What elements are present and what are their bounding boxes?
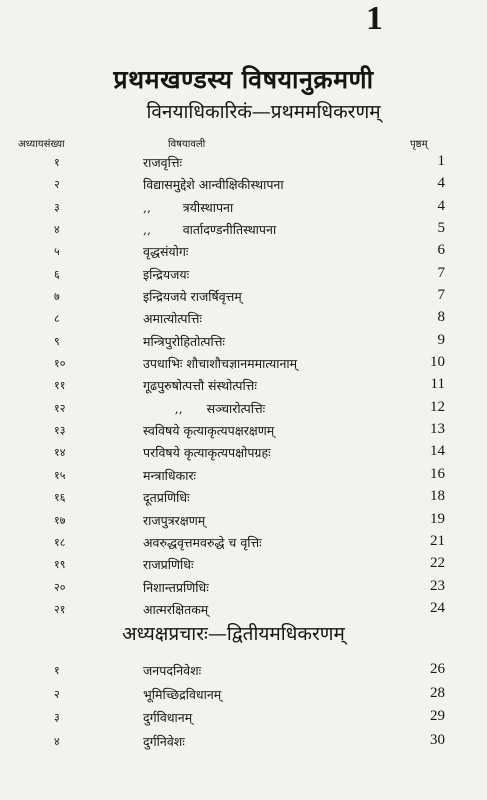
topic-label: निशान्तप्रणिधिः [143,579,209,595]
chapter-number: ११ [54,379,66,393]
chapter-number: १० [54,357,66,371]
page-ref: 28 [430,684,445,701]
page-ref: 18 [430,488,445,505]
chapter-number: १३ [54,424,66,438]
page-ref: 14 [430,443,445,460]
topic-label: ,, सञ्चारोत्पत्तिः [143,400,266,416]
chapter-number: ६ [54,267,60,281]
page-title: प्रथमखण्डस्य विषयानुक्रमणी [113,65,374,94]
chapter-number: ७ [54,290,60,304]
page-ref: 5 [437,220,445,237]
page-ref: 30 [430,731,445,748]
chapter-number: १८ [54,535,66,549]
section2-list [0,660,487,754]
chapter-number: ४ [54,223,60,237]
table-row [0,308,487,330]
topic-label: दुर्गविधानम् [143,710,193,725]
topic-label: जनपदनिवेशः [143,663,202,678]
table-row [0,577,487,599]
topic-label: अमात्योत्पत्तिः [143,311,202,327]
page-ref: 4 [437,175,445,192]
topic-label: ,, त्रयीस्थापना [143,199,234,215]
table-row [0,398,487,420]
header-topics: विषयावली [168,139,206,150]
table-row [0,465,487,487]
chapter-number: ५ [54,245,60,259]
table-row [0,532,487,554]
chapter-number: १५ [54,468,66,482]
page-ref: 7 [437,264,445,281]
topic-label: मन्त्राधिकारः [143,467,197,483]
header-page: पृष्ठम् [410,139,428,150]
table-row [0,241,487,263]
section2-title: अध्यक्षप्रचारः—द्वितीयमधिकरणम् [122,623,345,645]
page-ref: 8 [437,309,445,326]
page-ref: 22 [430,555,445,572]
header-chapter-number: अध्यायसंख्या [18,139,65,150]
table-row [0,264,487,286]
table-row [0,152,487,174]
table-row [0,219,487,241]
table-row [0,731,487,755]
table-row [0,442,487,464]
table-row [0,487,487,509]
topic-label: इन्द्रियजये राजर्षिवृत्तम् [143,289,242,305]
chapter-number: २१ [54,602,66,616]
table-row [0,375,487,397]
page-ref: 26 [430,661,445,677]
page-ref: 10 [430,354,445,371]
page-number: 1 [366,0,383,37]
table-row [0,599,487,621]
table-row [0,420,487,442]
table-row [0,707,487,731]
topic-label: भूमिच्छिद्रविधानम् [143,686,222,702]
table-row [0,353,487,375]
page-ref: 13 [430,421,445,438]
topic-label: स्वविषये कृत्याकृत्यपक्षरक्षणम् [143,423,275,439]
table-row [0,510,487,532]
page-ref: 12 [430,398,445,415]
chapter-number: २ [54,687,60,701]
page-ref: 7 [437,287,445,304]
page-ref: 24 [430,599,445,616]
page-ref: 29 [430,708,445,724]
topic-label: दुर्गनिवेशः [143,733,185,749]
chapter-number: ८ [54,312,60,326]
page-ref: 19 [430,510,445,527]
chapter-number: १ [54,664,60,677]
table-row [0,174,487,196]
table-row [0,660,487,684]
topic-label: गूढपुरुषोत्पत्तौ संस्थोत्पत्तिः [143,378,257,394]
page-ref: 9 [437,331,445,348]
table-row [0,554,487,576]
table-row [0,684,487,708]
topic-label: वृद्धसंयोगः [143,244,189,260]
chapter-number: ३ [54,711,60,724]
chapter-number: २० [54,580,66,594]
topic-label: आत्मरक्षितकम् [143,601,209,617]
topic-label: विद्यासमुद्देशे आन्वीक्षिकीस्थापना [143,177,284,193]
topic-label: दूतप्रणिधिः [143,490,190,506]
topic-label: ,, वार्तादण्डनीतिस्थापना [143,222,277,238]
table-row [0,197,487,219]
section1-list [0,152,487,621]
chapter-number: २ [54,178,60,192]
topic-label: अवरुद्धवृत्तमवरुद्धे च वृत्तिः [143,534,262,550]
page-ref: 23 [430,577,445,594]
chapter-number: ४ [54,734,60,748]
chapter-number: १६ [54,491,66,505]
table-row [0,286,487,308]
section1-title: विनयाधिकारिकं—प्रथममधिकरणम् [146,101,381,123]
topic-label: राजप्रणिधिः [143,557,194,573]
page-ref: 21 [430,532,445,549]
chapter-number: ३ [54,200,60,214]
topic-label: इन्द्रियजयः [143,266,190,282]
page-ref: 4 [437,197,445,214]
topic-label: उपधाभिः शौचाशौचज्ञानममात्यानाम् [143,356,298,372]
chapter-number: ९ [54,334,60,348]
table-row [0,331,487,353]
page-ref: 6 [437,242,445,259]
chapter-number: १४ [54,446,66,460]
column-headers [0,136,487,152]
chapter-number: १२ [54,401,66,415]
page-ref: 1 [437,153,445,169]
chapter-number: १ [54,156,60,169]
topic-label: राजपुत्ररक्षणम् [143,512,206,528]
page-ref: 11 [430,376,445,393]
topic-label: परविषये कृत्याकृत्यपक्षोपग्रहः [143,445,271,461]
topic-label: मन्त्रिपुरोहितोत्पत्तिः [143,333,225,349]
topic-label: राजवृत्तिः [143,155,182,170]
chapter-number: १९ [54,558,66,572]
chapter-number: १७ [54,513,66,527]
page-ref: 16 [430,465,445,482]
